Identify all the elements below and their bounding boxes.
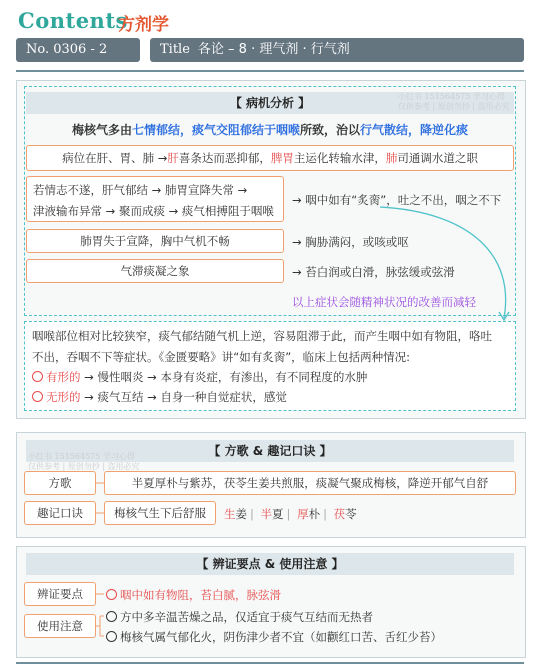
circle-icon — [32, 391, 43, 402]
symptom-tongue: → 苔白润或白滑，脉弦缓或弦滑 — [292, 265, 455, 279]
section-banner: 【 方歌 & 趣记口诀 】 — [26, 440, 514, 462]
mnemonic-text: 梅核气生下后舒服 — [104, 501, 216, 525]
para-line1: 咽喉部位相对比较狭窄，痰气郁结随气机上逆，容易阻滞于此，而产生咽中如有物阻，咯吐 — [32, 329, 492, 343]
watermark: 小红书 151564575 学习心得 仅供参考 | 原创勿抄 | 盗用必究 — [28, 452, 140, 471]
circle-icon — [106, 611, 117, 622]
location-box: 病位在肝、胃、肺 → 肝 喜条达而恶抑郁， 脾胃 主运化转输水津， 肺 司通调水道之职 — [26, 145, 514, 171]
herb-item: 厚朴 — [297, 507, 321, 521]
caution-label: 使用注意 — [24, 614, 96, 638]
herb-item: 茯苓 — [333, 507, 357, 521]
symptom-throat: → 咽中如有“炙脔”，吐之不出，咽之不下 — [292, 193, 502, 207]
qi-box: 肺胃失于宣降，胸中气机不畅 — [26, 229, 284, 253]
title-label: Title — [160, 42, 190, 57]
section-banner: 【 病机分析 】 — [26, 92, 514, 114]
caution-1: 方中多辛温苦燥之品，仅适宜于痰气互结而无热者 — [106, 609, 373, 625]
herb-list: 生姜 | 半夏 | 厚朴 | 茯苓 — [224, 507, 357, 521]
header-subtitle: 方剂学 — [118, 15, 169, 35]
para-line2: 不出，吞咽不下等症状。《金匮要略》讲“如有炙脔”，临床上包括两种情况: — [32, 350, 411, 364]
para-item-intangible: 无形的 → 痰气互结 → 自身一种自觉症状，感觉 — [32, 389, 287, 405]
song-text: 半夏厚朴与紫苏，茯苓生姜共煎服，痰凝气聚成梅核，降逆开郁气自舒 — [104, 471, 516, 495]
para-item-tangible: 有形的 → 慢性咽炎 → 本身有炎症，有渗出，有不同程度的水肿 — [32, 369, 367, 385]
herb-item: 半夏 — [260, 507, 284, 521]
phlegm-box: 气滞痰凝之象 — [26, 259, 284, 283]
song-label: 方歌 — [24, 471, 96, 495]
summary-line: 梅核气多由七情郁结，痰气交阻郁结于咽喉所致，治以行气散结，降逆化痰 — [72, 123, 469, 137]
improvement-note: 以上症状会随精神状况的改善而减轻 — [292, 295, 476, 309]
header-title: Contents — [18, 8, 128, 33]
mechanism-box: 若情志不遂，肝气郁结 → 肺胃宣降失常 → 津液输布异常 → 聚而成痰 → 痰气相搏阻于咽喉 — [26, 176, 284, 222]
footer-rule — [16, 662, 524, 664]
circle-icon — [106, 631, 117, 642]
section-banner: 【 辨证要点 & 使用注意 】 — [26, 553, 514, 575]
title-text: 各论 – 8 · 理气剂 · 行气剂 — [197, 42, 350, 57]
caution-2: 梅核气属气郁化火，阴伤津少者不宜（如颧红口苦、舌红少苔） — [106, 629, 442, 645]
keypoint-label: 辨证要点 — [24, 582, 96, 606]
number-label: No. 0306 - 2 — [16, 38, 140, 62]
herb-item: 生姜 — [224, 507, 247, 521]
circle-icon — [32, 371, 43, 382]
watermark: 小红书 151564575 学习心得 仅供参考 | 原创勿抄 | 盗用必究 — [398, 92, 510, 111]
circle-icon — [106, 589, 117, 600]
symptom-chest: → 胸胁满闷，或咳或呕 — [292, 235, 409, 249]
mnemonic-label: 趣记口诀 — [24, 501, 96, 525]
keypoint-text: 咽中如有物阻，苔白腻，脉弦滑 — [106, 587, 281, 603]
